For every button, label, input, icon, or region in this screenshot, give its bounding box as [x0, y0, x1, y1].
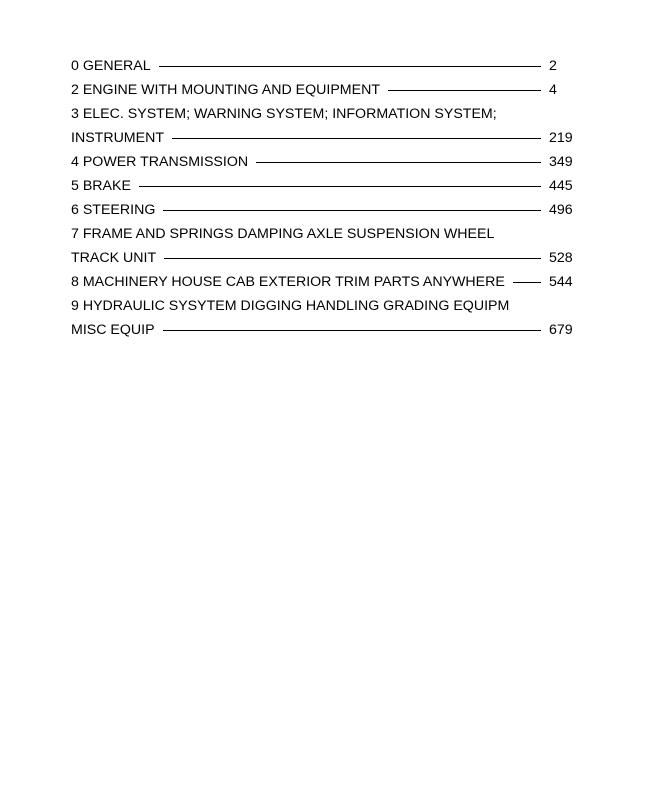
toc-entry-brake[interactable] — [71, 174, 573, 198]
toc-entry-title: 2 ENGINE WITH MOUNTING AND EQUIPMENT — [71, 82, 380, 98]
toc-entry-title: 0 GENERAL — [71, 58, 151, 74]
toc-entry-title: 9 HYDRAULIC SYSYTEM DIGGING HANDLING GRADING EQUIPM — [71, 298, 510, 314]
toc-entry-elec-system-line1[interactable] — [71, 102, 573, 126]
dot-leader — [513, 282, 541, 283]
dot-leader — [388, 90, 541, 91]
toc-entry-machinery-house[interactable] — [71, 270, 573, 294]
dot-leader — [159, 66, 541, 67]
toc-entry-page: 528 — [549, 250, 573, 266]
toc-entry-page: 496 — [549, 202, 573, 218]
toc-entry-engine[interactable] — [71, 78, 573, 102]
toc-entry-title: 3 ELEC. SYSTEM; WARNING SYSTEM; INFORMATION SYSTEM; — [71, 106, 497, 122]
toc-entry-hydraulic-line2[interactable] — [71, 318, 573, 342]
toc-entry-elec-system-line2[interactable] — [71, 126, 573, 150]
dot-leader — [172, 138, 541, 139]
toc-entry-title: 4 POWER TRANSMISSION — [71, 154, 249, 170]
dot-leader — [139, 186, 541, 187]
toc-entry-title: 5 BRAKE — [71, 178, 131, 194]
toc-entry-title: 8 MACHINERY HOUSE CAB EXTERIOR TRIM PARTS ANYWHERE — [71, 274, 505, 290]
toc-entry-title: MISC EQUIP — [71, 322, 155, 338]
toc-entry-title: 7 FRAME AND SPRINGS DAMPING AXLE SUSPENSION WHEEL — [71, 226, 495, 242]
toc-entry-page: 679 — [549, 322, 573, 338]
toc-entry-title: TRACK UNIT — [71, 250, 157, 266]
toc-entry-page: 4 — [549, 82, 557, 98]
table-of-contents — [71, 54, 573, 342]
toc-entry-frame-line1[interactable] — [71, 222, 573, 246]
toc-entry-steering[interactable] — [71, 198, 573, 222]
toc-entry-frame-line2[interactable] — [71, 246, 573, 270]
dot-leader — [163, 210, 541, 211]
toc-entry-hydraulic-line1[interactable] — [71, 294, 573, 318]
toc-entry-page: 2 — [549, 58, 557, 74]
toc-entry-title: INSTRUMENT — [71, 130, 165, 146]
dot-leader — [256, 162, 541, 163]
toc-entry-page: 219 — [549, 130, 573, 146]
toc-entry-page: 445 — [549, 178, 573, 194]
toc-entry-power-transmission[interactable] — [71, 150, 573, 174]
dot-leader — [164, 258, 541, 259]
toc-entry-page: 349 — [549, 154, 573, 170]
dot-leader — [163, 330, 541, 331]
toc-entry-page: 544 — [549, 274, 573, 290]
toc-entry-general[interactable] — [71, 54, 573, 78]
toc-entry-title: 6 STEERING — [71, 202, 156, 218]
